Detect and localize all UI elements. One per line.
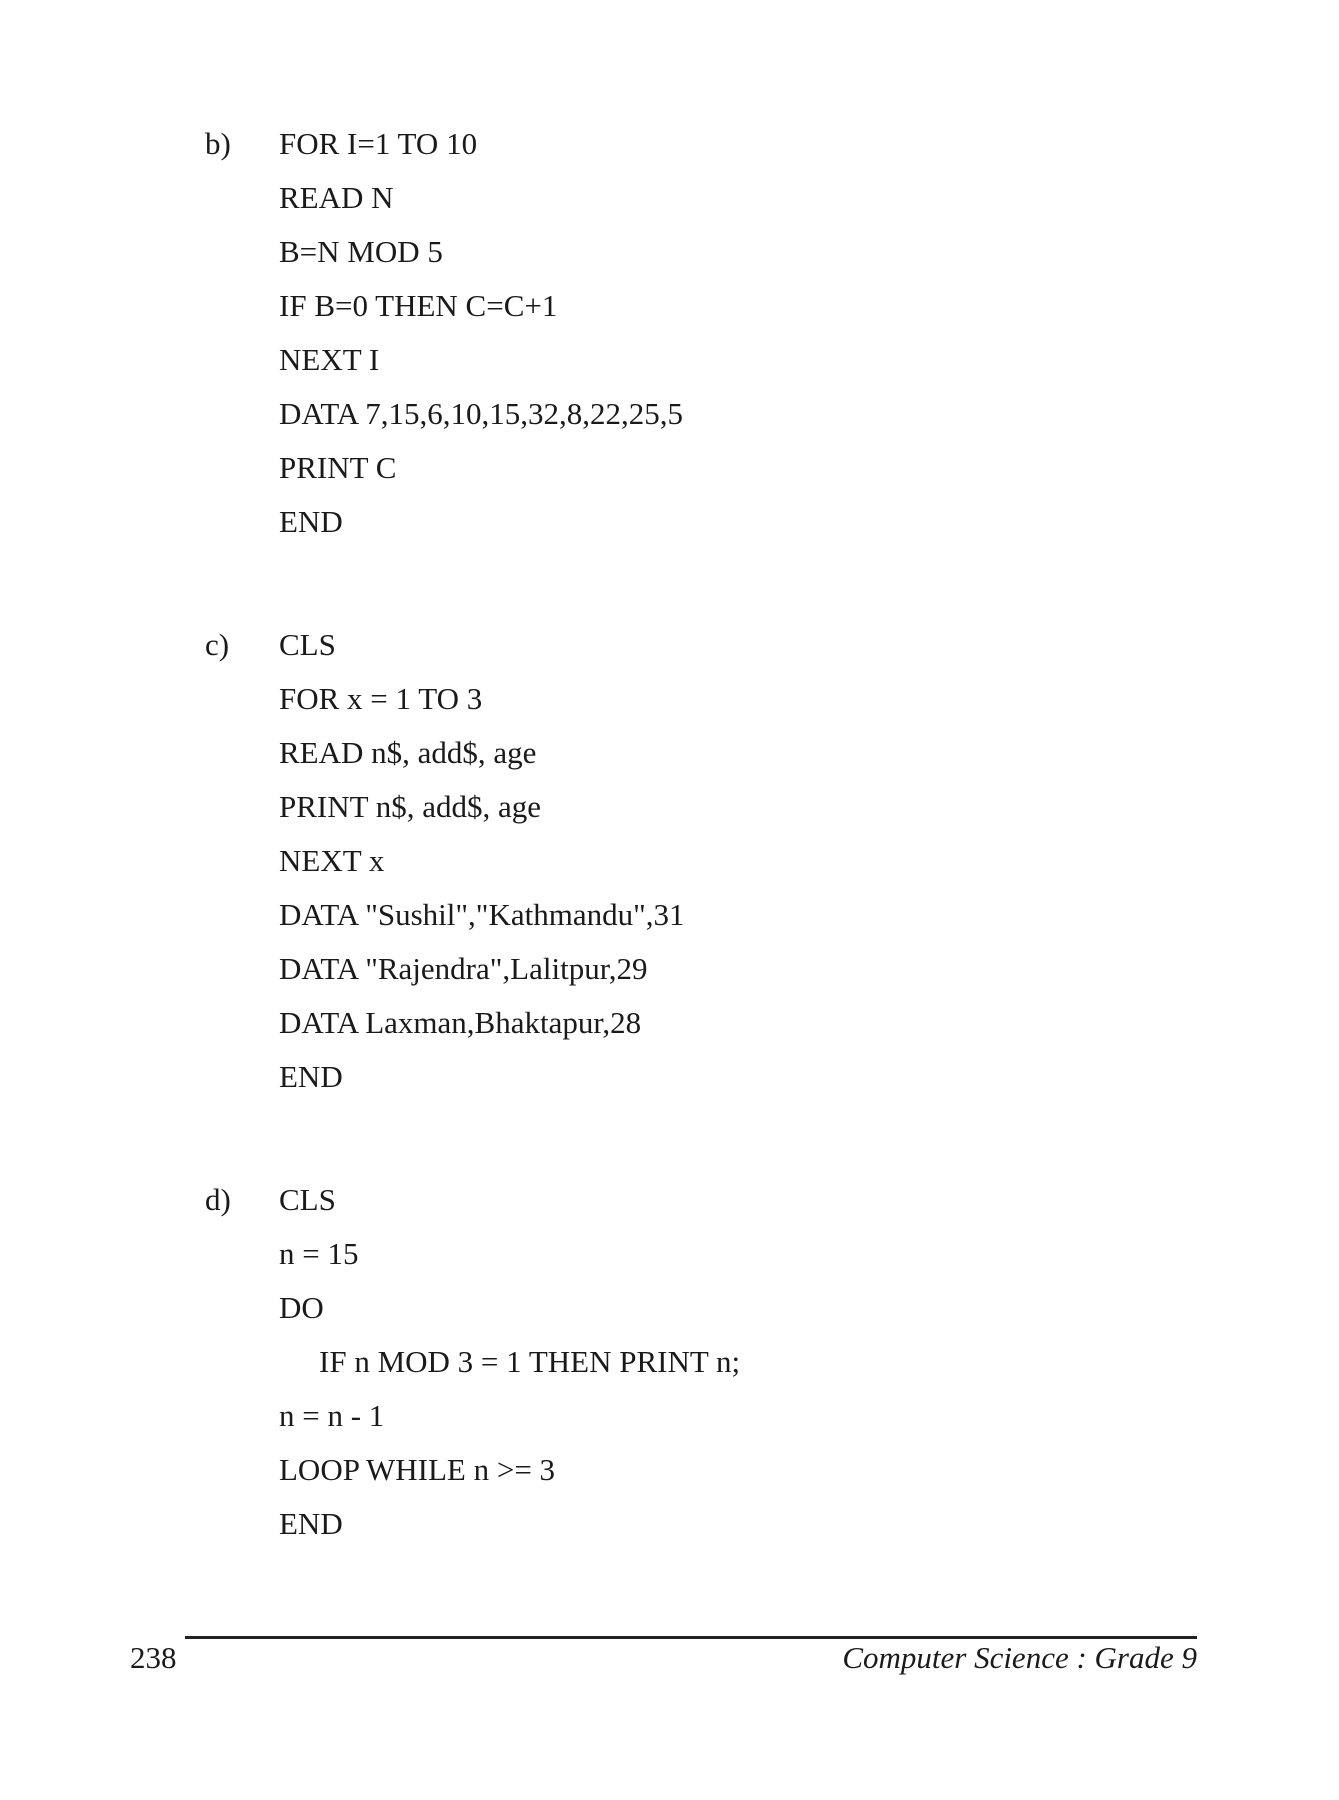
page-number: 238: [130, 1640, 177, 1675]
code-line: DATA 7,15,6,10,15,32,8,22,25,5: [279, 396, 683, 431]
code-line: NEXT x: [279, 843, 385, 878]
code-line: READ N: [279, 180, 394, 215]
code-line: DATA "Sushil","Kathmandu",31: [279, 897, 685, 932]
code-line: END: [279, 504, 343, 539]
code-line: PRINT C: [279, 450, 397, 485]
code-line: FOR x = 1 TO 3: [279, 681, 483, 716]
code-line: DATA Laxman,Bhaktapur,28: [279, 1005, 642, 1040]
exercise-label: c): [205, 627, 230, 662]
code-listing: [279, 618, 1279, 1104]
code-line: CLS: [279, 627, 336, 662]
code-line: DATA "Rajendra",Lalitpur,29: [279, 951, 648, 986]
code-listing: [279, 117, 1279, 549]
code-line-indented: IF n MOD 3 = 1 THEN PRINT n;: [319, 1344, 741, 1379]
running-title: Computer Science : Grade 9: [842, 1640, 1197, 1675]
code-line: CLS: [279, 1182, 336, 1217]
code-line: FOR I=1 TO 10: [279, 126, 478, 161]
code-line: END: [279, 1059, 343, 1094]
code-line: B=N MOD 5: [279, 234, 443, 269]
code-line: n = 15: [279, 1236, 359, 1271]
exercise-label: d): [205, 1182, 231, 1217]
code-line: PRINT n$, add$, age: [279, 789, 542, 824]
exercise-label: b): [205, 126, 231, 161]
code-line: END: [279, 1506, 343, 1541]
code-line: DO: [279, 1290, 324, 1325]
code-listing: [279, 1173, 1279, 1551]
code-line: LOOP WHILE n >= 3: [279, 1452, 556, 1487]
code-line: n = n - 1: [279, 1398, 385, 1433]
code-line: READ n$, add$, age: [279, 735, 537, 770]
code-line: IF B=0 THEN C=C+1: [279, 288, 558, 323]
code-line: NEXT I: [279, 342, 380, 377]
